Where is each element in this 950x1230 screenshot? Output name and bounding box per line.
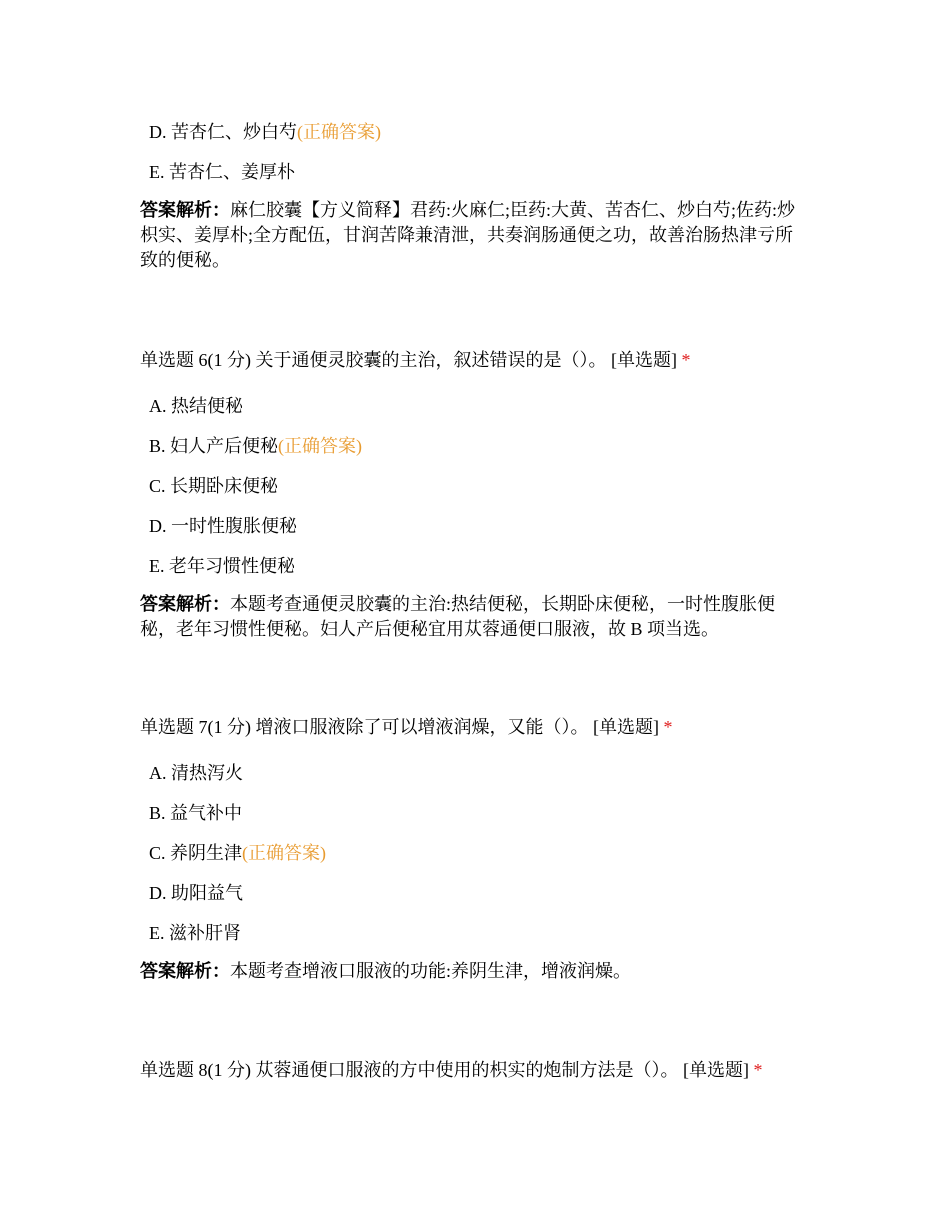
option-text: C. 长期卧床便秘 [149, 476, 279, 496]
analysis-text: 本题考查通便灵胶囊的主治:热结便秘，长期卧床便秘，一时性腹胀便秘，老年习惯性便秘。妇人产后便秘宜用苁蓉通便口服液，故 B 项当选。 [140, 594, 775, 639]
question-text: 单选题 6(1 分) 关于通便灵胶囊的主治，叙述错误的是（）。 [单选题] [140, 350, 677, 370]
question-text: 单选题 8(1 分) 苁蓉通便口服液的方中使用的枳实的炮制方法是（）。 [单选题] [140, 1060, 749, 1080]
option-text: A. 热结便秘 [149, 396, 243, 416]
option-text: E. 滋补肝肾 [149, 923, 241, 943]
q7-option-d [140, 879, 810, 919]
required-marker: * [663, 717, 673, 737]
required-marker: * [753, 1060, 763, 1080]
q5-analysis [140, 198, 810, 273]
q7-option-e [140, 919, 810, 959]
option-text: D. 一时性腹胀便秘 [149, 516, 297, 536]
option-text: D. 助阳益气 [149, 883, 243, 903]
q7-option-b [140, 799, 810, 839]
q6-option-b [140, 432, 810, 472]
q7-analysis [140, 959, 810, 984]
correct-answer-marker: (正确答案) [242, 843, 327, 863]
q6-analysis [140, 592, 810, 642]
q8-title [140, 1056, 810, 1102]
required-marker: * [681, 350, 691, 370]
q6-option-a [140, 392, 810, 432]
q7-title [140, 713, 810, 759]
option-text: E. 老年习惯性便秘 [149, 556, 295, 576]
analysis-text: 麻仁胶囊【方义简释】君药:火麻仁;臣药:大黄、苦杏仁、炒白芍;佐药:炒枳实、姜厚朴;全方配伍，甘润苦降兼清泄，共奏润肠通便之功，故善治肠热津亏所致的便秘。 [140, 200, 796, 270]
analysis-label: 答案解析： [140, 594, 230, 614]
q6-option-d [140, 512, 810, 552]
analysis-label: 答案解析： [140, 961, 230, 981]
q5-option-d [140, 118, 810, 158]
correct-answer-marker: (正确答案) [297, 122, 381, 142]
option-text: A. 清热泻火 [149, 763, 243, 783]
q7-option-c [140, 839, 810, 879]
analysis-label: 答案解析： [140, 200, 230, 220]
document-content [140, 118, 810, 1102]
correct-answer-marker: (正确答案) [278, 436, 363, 456]
option-text: D. 苦杏仁、炒白芍 [149, 122, 297, 142]
option-text: B. 益气补中 [149, 803, 243, 823]
q6-option-e [140, 552, 810, 592]
option-text: E. 苦杏仁、姜厚朴 [149, 162, 295, 182]
option-text: C. 养阴生津 [149, 843, 243, 863]
analysis-text: 本题考查增液口服液的功能:养阴生津，增液润燥。 [230, 961, 631, 981]
q5-option-e [140, 158, 810, 198]
q6-option-c [140, 472, 810, 512]
question-text: 单选题 7(1 分) 增液口服液除了可以增液润燥，又能（）。 [单选题] [140, 717, 659, 737]
option-text: B. 妇人产后便秘 [149, 436, 279, 456]
q6-title [140, 346, 810, 392]
q7-option-a [140, 759, 810, 799]
